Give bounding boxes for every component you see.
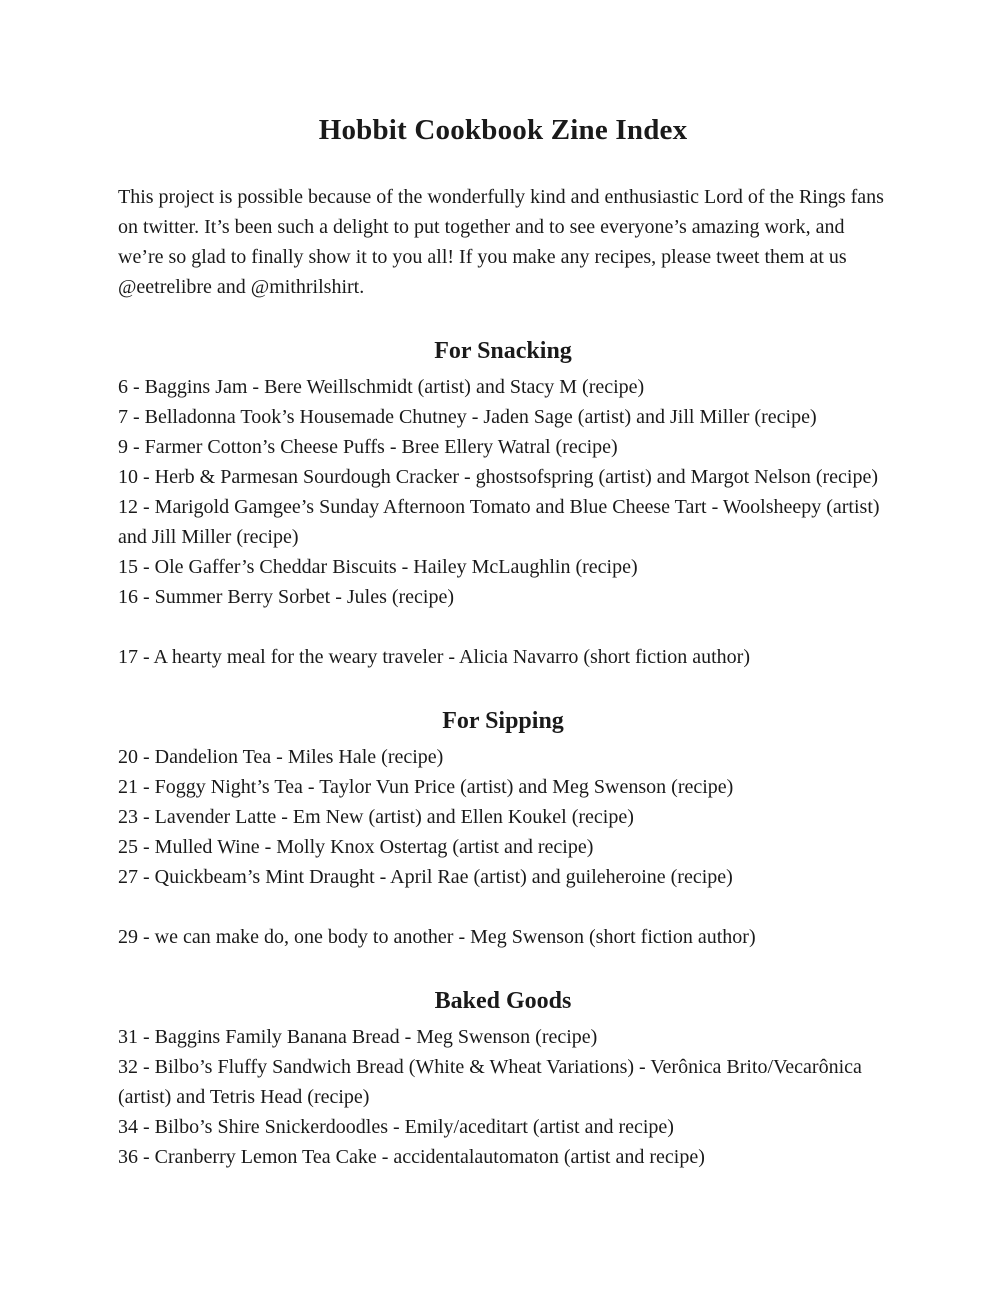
index-entry: 31 - Baggins Family Banana Bread - Meg Swenson (recipe) [118,1026,598,1048]
section-for-snacking [118,336,888,672]
index-entry: 21 - Foggy Night’s Tea - Taylor Vun Price (artist) and Meg Swenson (recipe) [118,776,734,798]
section-heading: For Sipping [442,708,564,734]
page-title: Hobbit Cookbook Zine Index [318,114,688,146]
section-for-sipping [118,706,888,952]
index-entry: 10 - Herb & Parmesan Sourdough Cracker - ghostsofspring (artist) and Margot Nelson (recipe) [118,466,878,488]
fiction-entry: 17 - A hearty meal for the weary traveler - Alicia Navarro (short fiction author) [118,646,750,668]
section-heading: Baked Goods [434,988,572,1014]
index-entry: 27 - Quickbeam’s Mint Draught - April Rae (artist) and guileheroine (recipe) [118,866,733,888]
index-entry: 6 - Baggins Jam - Bere Weillschmidt (artist) and Stacy M (recipe) [118,376,645,398]
intro-paragraph: This project is possible because of the wonderfully kind and enthusiastic Lord of the Rings fans on twitter. It’s been such a delight to put together and to see everyone’s amazing work, and we’re so glad to finally show it to you all! If you make any recipes, please tweet them at us @eetrelibre and @mithrilshirt. [118,186,884,298]
fiction-entry: 29 - we can make do, one body to another - Meg Swenson (short fiction author) [118,926,756,948]
sections-container [118,336,888,1172]
index-entry: 36 - Cranberry Lemon Tea Cake - accidentalautomaton (artist and recipe) [118,1146,705,1168]
index-entry: 12 - Marigold Gamgee’s Sunday Afternoon Tomato and Blue Cheese Tart - Woolsheepy (artist) and Jill Miller (recipe) [118,496,880,548]
index-entry: 9 - Farmer Cotton’s Cheese Puffs - Bree Ellery Watral (recipe) [118,436,618,458]
index-entry: 34 - Bilbo’s Shire Snickerdoodles - Emily/aceditart (artist and recipe) [118,1116,674,1138]
index-entry: 16 - Summer Berry Sorbet - Jules (recipe) [118,586,455,608]
index-entry: 20 - Dandelion Tea - Miles Hale (recipe) [118,746,444,768]
index-entry: 25 - Mulled Wine - Molly Knox Ostertag (artist and recipe) [118,836,594,858]
section-heading: For Snacking [434,338,572,364]
index-entry: 32 - Bilbo’s Fluffy Sandwich Bread (White & Wheat Variations) - Verônica Brito/Vecarônica (artist) and Tetris Head (recipe) [118,1056,862,1108]
index-entry: 15 - Ole Gaffer’s Cheddar Biscuits - Hailey McLaughlin (recipe) [118,556,638,578]
index-entry: 7 - Belladonna Took’s Housemade Chutney - Jaden Sage (artist) and Jill Miller (recipe) [118,406,817,428]
index-entry: 23 - Lavender Latte - Em New (artist) and Ellen Koukel (recipe) [118,806,634,828]
section-baked-goods [118,986,888,1172]
